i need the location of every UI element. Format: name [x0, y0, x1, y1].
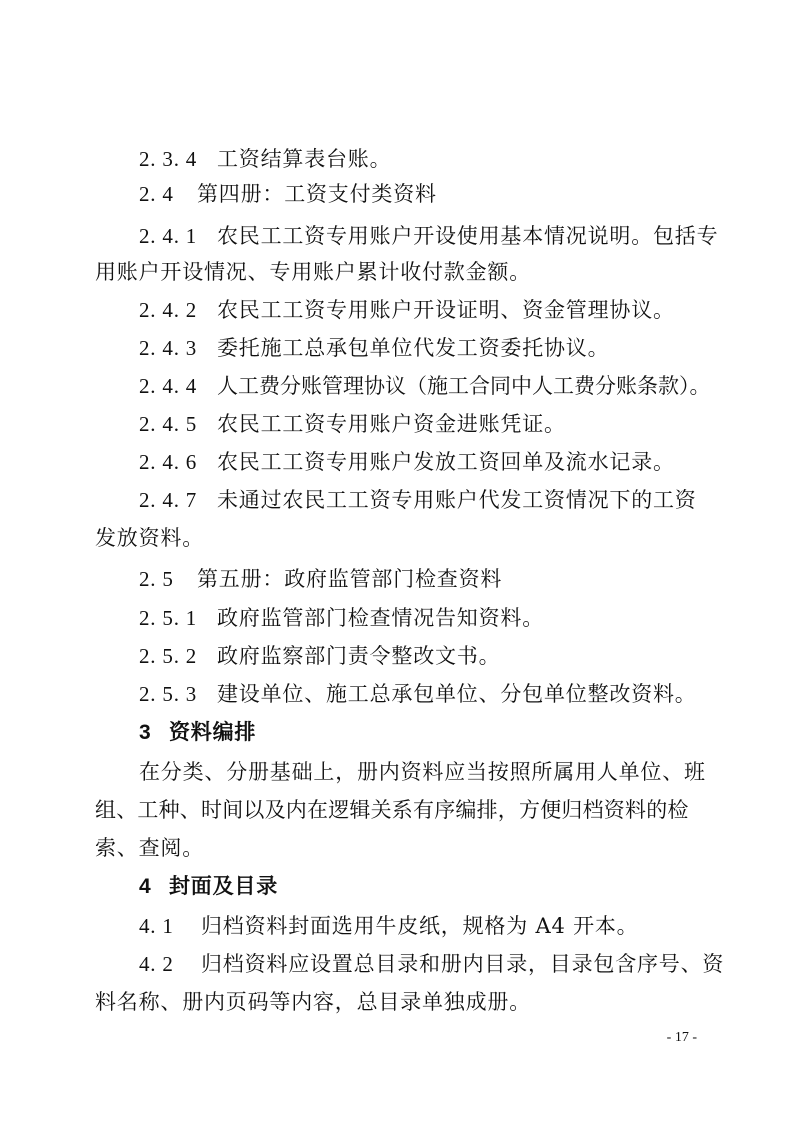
item-2-4-7-continued: 发放资料。 — [95, 526, 204, 550]
item-2-5-2: 2. 5. 2 政府监察部门责令整改文书。 — [139, 644, 501, 668]
section-4-heading: 4 封面及目录 — [139, 874, 278, 898]
item-2-4-7: 2. 4. 7 未通过农民工工资专用账户代发工资情况下的工资 — [139, 488, 697, 512]
section-3-paragraph-line-3: 索、查阅。 — [95, 836, 204, 860]
item-2-4-4: 2. 4. 4 人工费分账管理协议（施工合同中人工费分账条款）。 — [139, 374, 711, 398]
page-number: - 17 - — [666, 1030, 697, 1045]
item-2-5: 2. 5 第五册：政府监管部门检查资料 — [139, 567, 503, 591]
item-2-4-2: 2. 4. 2 农民工工资专用账户开设证明、资金管理协议。 — [139, 298, 675, 322]
item-2-5-3: 2. 5. 3 建设单位、施工总承包单位、分包单位整改资料。 — [139, 682, 697, 706]
item-2-4-6: 2. 4. 6 农民工工资专用账户发放工资回单及流水记录。 — [139, 450, 675, 474]
section-3-paragraph-line-2: 组、工种、时间以及内在逻辑关系有序编排，方便归档资料的检 — [95, 798, 689, 822]
item-2-3-4: 2. 3. 4 工资结算表台账。 — [139, 147, 392, 171]
item-4-2: 4. 2 归档资料应设置总目录和册内目录，目录包含序号、资 — [139, 952, 725, 976]
section-3-heading: 3 资料编排 — [139, 720, 257, 744]
item-4-1: 4. 1 归档资料封面选用牛皮纸，规格为 A4 开本。 — [139, 914, 639, 938]
item-2-4-1: 2. 4. 1 农民工工资专用账户开设使用基本情况说明。包括专 — [139, 224, 719, 248]
item-2-4: 2. 4 第四册：工资支付类资料 — [139, 182, 437, 206]
item-2-4-3: 2. 4. 3 委托施工总承包单位代发工资委托协议。 — [139, 336, 610, 360]
item-2-5-1: 2. 5. 1 政府监管部门检查情况告知资料。 — [139, 606, 544, 630]
item-2-4-5: 2. 4. 5 农民工工资专用账户资金进账凭证。 — [139, 412, 566, 436]
section-3-paragraph-line-1: 在分类、分册基础上，册内资料应当按照所属用人单位、班 — [139, 760, 706, 784]
item-4-2-continued: 料名称、册内页码等内容，总目录单独成册。 — [95, 990, 531, 1014]
item-2-4-1-continued: 用账户开设情况、专用账户累计收付款金额。 — [95, 260, 531, 284]
